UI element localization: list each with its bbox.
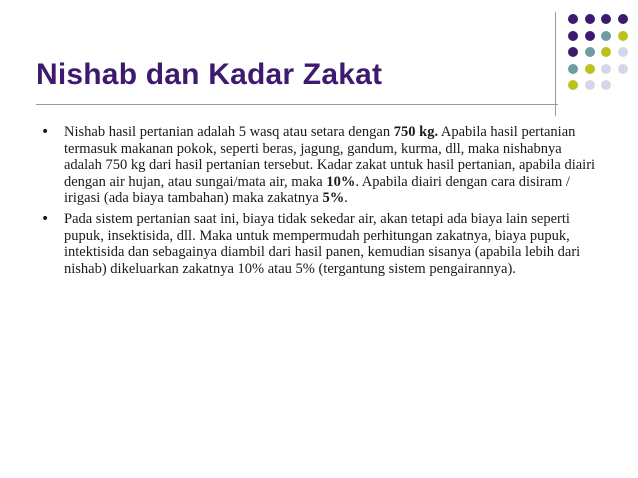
- decorative-dot: [601, 14, 611, 24]
- decorative-dot: [618, 64, 628, 74]
- bullet-emphasis: 750 kg.: [393, 124, 439, 140]
- decorative-dot: [585, 31, 595, 41]
- decorative-dot: [585, 47, 595, 57]
- decorative-dot: [585, 80, 595, 90]
- bullet-text: Pada sistem pertanian saat ini, biaya tidak sekedar air, akan tetapi ada biaya lain seperti pupuk, insektisida, dll. Maka untuk mempermudah perhitungan zakatnya, biaya pupuk, intektisida dan sebagainya diambil dari hasil panen, kemudian sisanya (apabila lebih dari nishab) dikeluarkan zakatnya 10% atau 5% (tergantung sistem pengairannya).: [64, 210, 581, 277]
- bullet-text: .: [344, 190, 348, 207]
- decorative-dot: [601, 47, 611, 57]
- decorative-dot: [568, 64, 578, 74]
- bullet-emphasis: 10%: [326, 173, 356, 190]
- bullet-icon: •: [41, 124, 50, 140]
- bullet-icon: •: [41, 210, 50, 227]
- vertical-divider: [555, 12, 556, 116]
- title-underline: [36, 104, 558, 105]
- bullet-emphasis: 5%: [322, 190, 345, 207]
- decorative-dot: [601, 31, 611, 41]
- decorative-dot: [568, 31, 578, 41]
- bullet-item: [40, 211, 600, 277]
- decorative-dot: [568, 47, 578, 57]
- decorative-dot: [618, 14, 628, 24]
- bullet-item: [40, 124, 600, 207]
- decorative-dot: [618, 31, 628, 41]
- bullet-text: Nishab hasil pertanian adalah 5 wasq atau setara dengan: [64, 124, 394, 140]
- bullet-list: [40, 124, 600, 281]
- decorative-dot: [585, 14, 595, 24]
- decorative-dot: [601, 80, 611, 90]
- decorative-dot: [618, 47, 628, 57]
- bullet-text: . Apabila diairi dengan cara disiram / irigasi (ada biaya tambahan) maka zakatnya: [64, 173, 570, 207]
- decorative-dot: [601, 64, 611, 74]
- bullet-text: Apabila hasil pertanian termasuk makanan pokok, seperti beras, jagung, gandum, kurma, dll, maka nishabnya adalah 750 kg dari hasil pertanian tersebut. Kadar zakat untuk hasil pertanian, apabila diairi dengan air hujan, atau sungai/mata air, maka: [64, 124, 596, 190]
- decorative-dot: [585, 64, 595, 74]
- slide-title: Nishab dan Kadar Zakat: [36, 58, 383, 91]
- decorative-dot: [568, 80, 578, 90]
- decorative-dot: [568, 14, 578, 24]
